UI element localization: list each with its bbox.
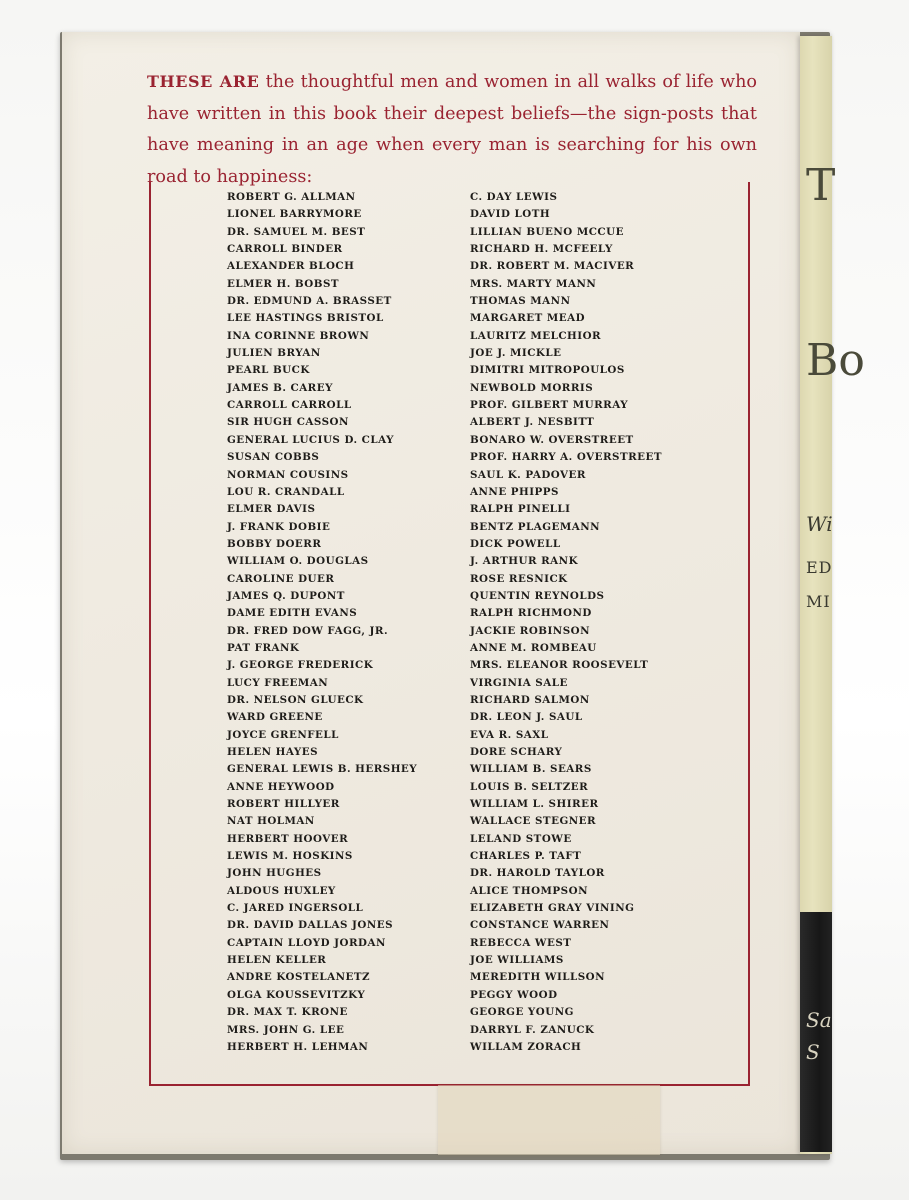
contributor-name: WILLIAM B. SEARS — [470, 763, 592, 776]
contributor-name: J. FRANK DOBIE — [227, 520, 331, 533]
contributor-name: DAME EDITH EVANS — [227, 607, 358, 620]
contributor-name: RICHARD SALMON — [470, 693, 590, 706]
flap-text-fragment-6: Sa — [806, 1008, 832, 1032]
contributor-name: ROSE RESNICK — [470, 572, 568, 585]
contributor-name: DORE SCHARY — [470, 746, 563, 758]
contributor-name: DR. LEON J. SAUL — [470, 711, 583, 724]
contributor-name: ALDOUS HUXLEY — [227, 884, 336, 897]
contributor-name: JOHN HUGHES — [227, 867, 322, 880]
contributor-name: DR. MAX T. KRONE — [227, 1006, 348, 1019]
contributor-name: THOMAS MANN — [470, 295, 571, 308]
intro-paragraph — [147, 66, 757, 193]
flap-title-fragment-1: T — [806, 160, 836, 211]
contributor-name: EVA R. SAXL — [470, 728, 549, 741]
contributor-name: PROF. GILBERT MURRAY — [470, 399, 629, 412]
flap-title-fragment-2: Bo — [806, 335, 865, 386]
flap-text-fragment-5: MI — [806, 592, 831, 611]
contributor-name: RICHARD H. MCFEELY — [470, 243, 613, 256]
contributor-name: NORMAN COUSINS — [227, 468, 349, 481]
contributor-name: ELMER H. BOBST — [227, 277, 340, 290]
contributor-name: PROF. HARRY A. OVERSTREET — [470, 451, 663, 464]
contributor-name: SIR HUGH CASSON — [227, 416, 349, 429]
contributor-name: DARRYL F. ZANUCK — [470, 1023, 595, 1036]
contributor-name: LOUIS B. SELTZER — [470, 780, 589, 793]
contributor-name: DR. FRED DOW FAGG, JR. — [227, 624, 389, 637]
contributor-name: LILLIAN BUENO MCCUE — [470, 225, 624, 238]
contributor-name: ALBERT J. NESBITT — [470, 416, 595, 429]
contributor-name: SUSAN COBBS — [227, 451, 320, 464]
contributor-name: PEARL BUCK — [227, 364, 310, 377]
contributor-name: RALPH PINELLI — [470, 503, 571, 516]
contributor-name: MRS. JOHN G. LEE — [227, 1023, 345, 1036]
contributor-name: REBECCA WEST — [470, 936, 572, 949]
contributor-name: DR. DAVID DALLAS JONES — [227, 919, 394, 932]
contributor-name: J. GEORGE FREDERICK — [227, 659, 374, 672]
contributor-name: LEWIS M. HOSKINS — [227, 850, 353, 863]
contributor-name: DAVID LOTH — [470, 208, 551, 221]
front-flap-dark-band — [800, 912, 832, 1152]
contributor-name: CONSTANCE WARREN — [470, 919, 610, 932]
contributor-name: BONARO W. OVERSTREET — [470, 433, 634, 446]
contributor-name: GENERAL LEWIS B. HERSHEY — [227, 763, 418, 776]
contributor-name: HELEN HAYES — [227, 746, 319, 758]
contributor-name: ANNE PHIPPS — [470, 485, 559, 498]
contributors-list-left — [227, 189, 442, 1056]
intro-lead: THESE ARE — [147, 72, 260, 91]
contributor-name: ANNE M. ROMBEAU — [470, 641, 597, 654]
flap-text-fragment-4: ED — [806, 558, 833, 577]
contributor-name: MRS. ELEANOR ROOSEVELT — [470, 659, 649, 672]
contributor-name: HERBERT HOOVER — [227, 832, 349, 845]
contributor-name: SAUL K. PADOVER — [470, 468, 586, 481]
contributor-name: C. DAY LEWIS — [470, 191, 558, 203]
contributor-name: NEWBOLD MORRIS — [470, 381, 594, 394]
contributor-name: DR. EDMUND A. BRASSET — [227, 295, 392, 308]
contributors-list-right — [470, 189, 710, 1056]
contributor-name: HERBERT H. LEHMAN — [227, 1040, 369, 1053]
contributor-name: DICK POWELL — [470, 537, 561, 550]
contributor-name: WILLIAM O. DOUGLAS — [227, 555, 369, 568]
contributor-name: CAROLINE DUER — [227, 572, 335, 585]
contributor-name: DR. HAROLD TAYLOR — [470, 867, 605, 880]
contributor-name: J. ARTHUR RANK — [470, 555, 579, 568]
contributor-name: JAMES B. CAREY — [227, 381, 333, 394]
contributor-name: BENTZ PLAGEMANN — [470, 520, 601, 533]
contributor-name: WILLIAM L. SHIRER — [470, 798, 599, 811]
contributor-name: JOE WILLIAMS — [470, 954, 564, 967]
contributor-name: ELIZABETH GRAY VINING — [470, 902, 635, 915]
contributor-name: LIONEL BARRYMORE — [227, 208, 362, 221]
contributor-name: ANDRE KOSTELANETZ — [227, 971, 371, 984]
contributor-name: CHARLES P. TAFT — [470, 850, 582, 863]
contributor-name: LOU R. CRANDALL — [227, 485, 345, 498]
contributor-name: DR. ROBERT M. MACIVER — [470, 260, 635, 273]
contributor-name: WARD GREENE — [227, 711, 323, 724]
contributor-name: MRS. MARTY MANN — [470, 277, 597, 290]
flap-text-fragment-7: S — [806, 1040, 820, 1064]
contributor-name: DR. SAMUEL M. BEST — [227, 225, 366, 238]
contributor-name: JAMES Q. DUPONT — [227, 589, 345, 602]
contributor-name: JULIEN BRYAN — [227, 347, 321, 360]
intro-text: the thoughtful men and women in all walks of life who have written in this book their deepest beliefs—the sign-posts that have meaning in an age when every man is searching for his own road to happiness: — [147, 72, 757, 187]
contributor-name: MARGARET MEAD — [470, 312, 586, 325]
contributor-name: JOYCE GRENFELL — [227, 728, 339, 741]
contributor-name: GENERAL LUCIUS D. CLAY — [227, 433, 394, 446]
contributor-name: DIMITRI MITROPOULOS — [470, 364, 625, 377]
contributor-name: LUCY FREEMAN — [227, 676, 329, 689]
contributor-name: PAT FRANK — [227, 641, 300, 654]
contributor-name: JOE J. MICKLE — [470, 347, 562, 360]
contributor-name: WALLACE STEGNER — [470, 815, 597, 828]
contributor-name: CAPTAIN LLOYD JORDAN — [227, 936, 386, 949]
contributor-name: ROBERT HILLYER — [227, 798, 340, 811]
contributor-name: PEGGY WOOD — [470, 988, 558, 1001]
contributor-name: DR. NELSON GLUECK — [227, 693, 364, 706]
contributor-name: ALICE THOMPSON — [470, 884, 588, 897]
contributor-name: ELMER DAVIS — [227, 503, 316, 516]
contributor-name: C. JARED INGERSOLL — [227, 902, 364, 915]
contributor-name: LELAND STOWE — [470, 832, 572, 845]
contributor-name: BOBBY DOERR — [227, 537, 322, 550]
contributor-name: ROBERT G. ALLMAN — [227, 191, 356, 203]
contributor-name: OLGA KOUSSEVITZKY — [227, 988, 366, 1001]
contributor-name: HELEN KELLER — [227, 954, 327, 967]
tape-repair-patch — [438, 1085, 660, 1155]
contributor-name: LEE HASTINGS BRISTOL — [227, 312, 384, 325]
contributor-name: JACKIE ROBINSON — [470, 624, 591, 637]
contributor-name: QUENTIN REYNOLDS — [470, 589, 605, 602]
contributor-name: CARROLL BINDER — [227, 243, 343, 256]
contributor-name: ANNE HEYWOOD — [227, 780, 335, 793]
contributor-name: CARROLL CARROLL — [227, 399, 352, 412]
contributor-name: GEORGE YOUNG — [470, 1006, 574, 1019]
contributor-name: INA CORINNE BROWN — [227, 329, 370, 342]
contributor-name: MEREDITH WILLSON — [470, 971, 606, 984]
contributor-name: ALEXANDER BLOCH — [227, 260, 355, 273]
contributor-name: LAURITZ MELCHIOR — [470, 329, 602, 342]
contributor-name: WILLAM ZORACH — [470, 1040, 582, 1053]
flap-text-fragment-3: Wi — [806, 512, 833, 536]
contributor-name: RALPH RICHMOND — [470, 607, 592, 620]
contributor-name: NAT HOLMAN — [227, 815, 315, 828]
contributor-name: VIRGINIA SALE — [470, 676, 568, 689]
